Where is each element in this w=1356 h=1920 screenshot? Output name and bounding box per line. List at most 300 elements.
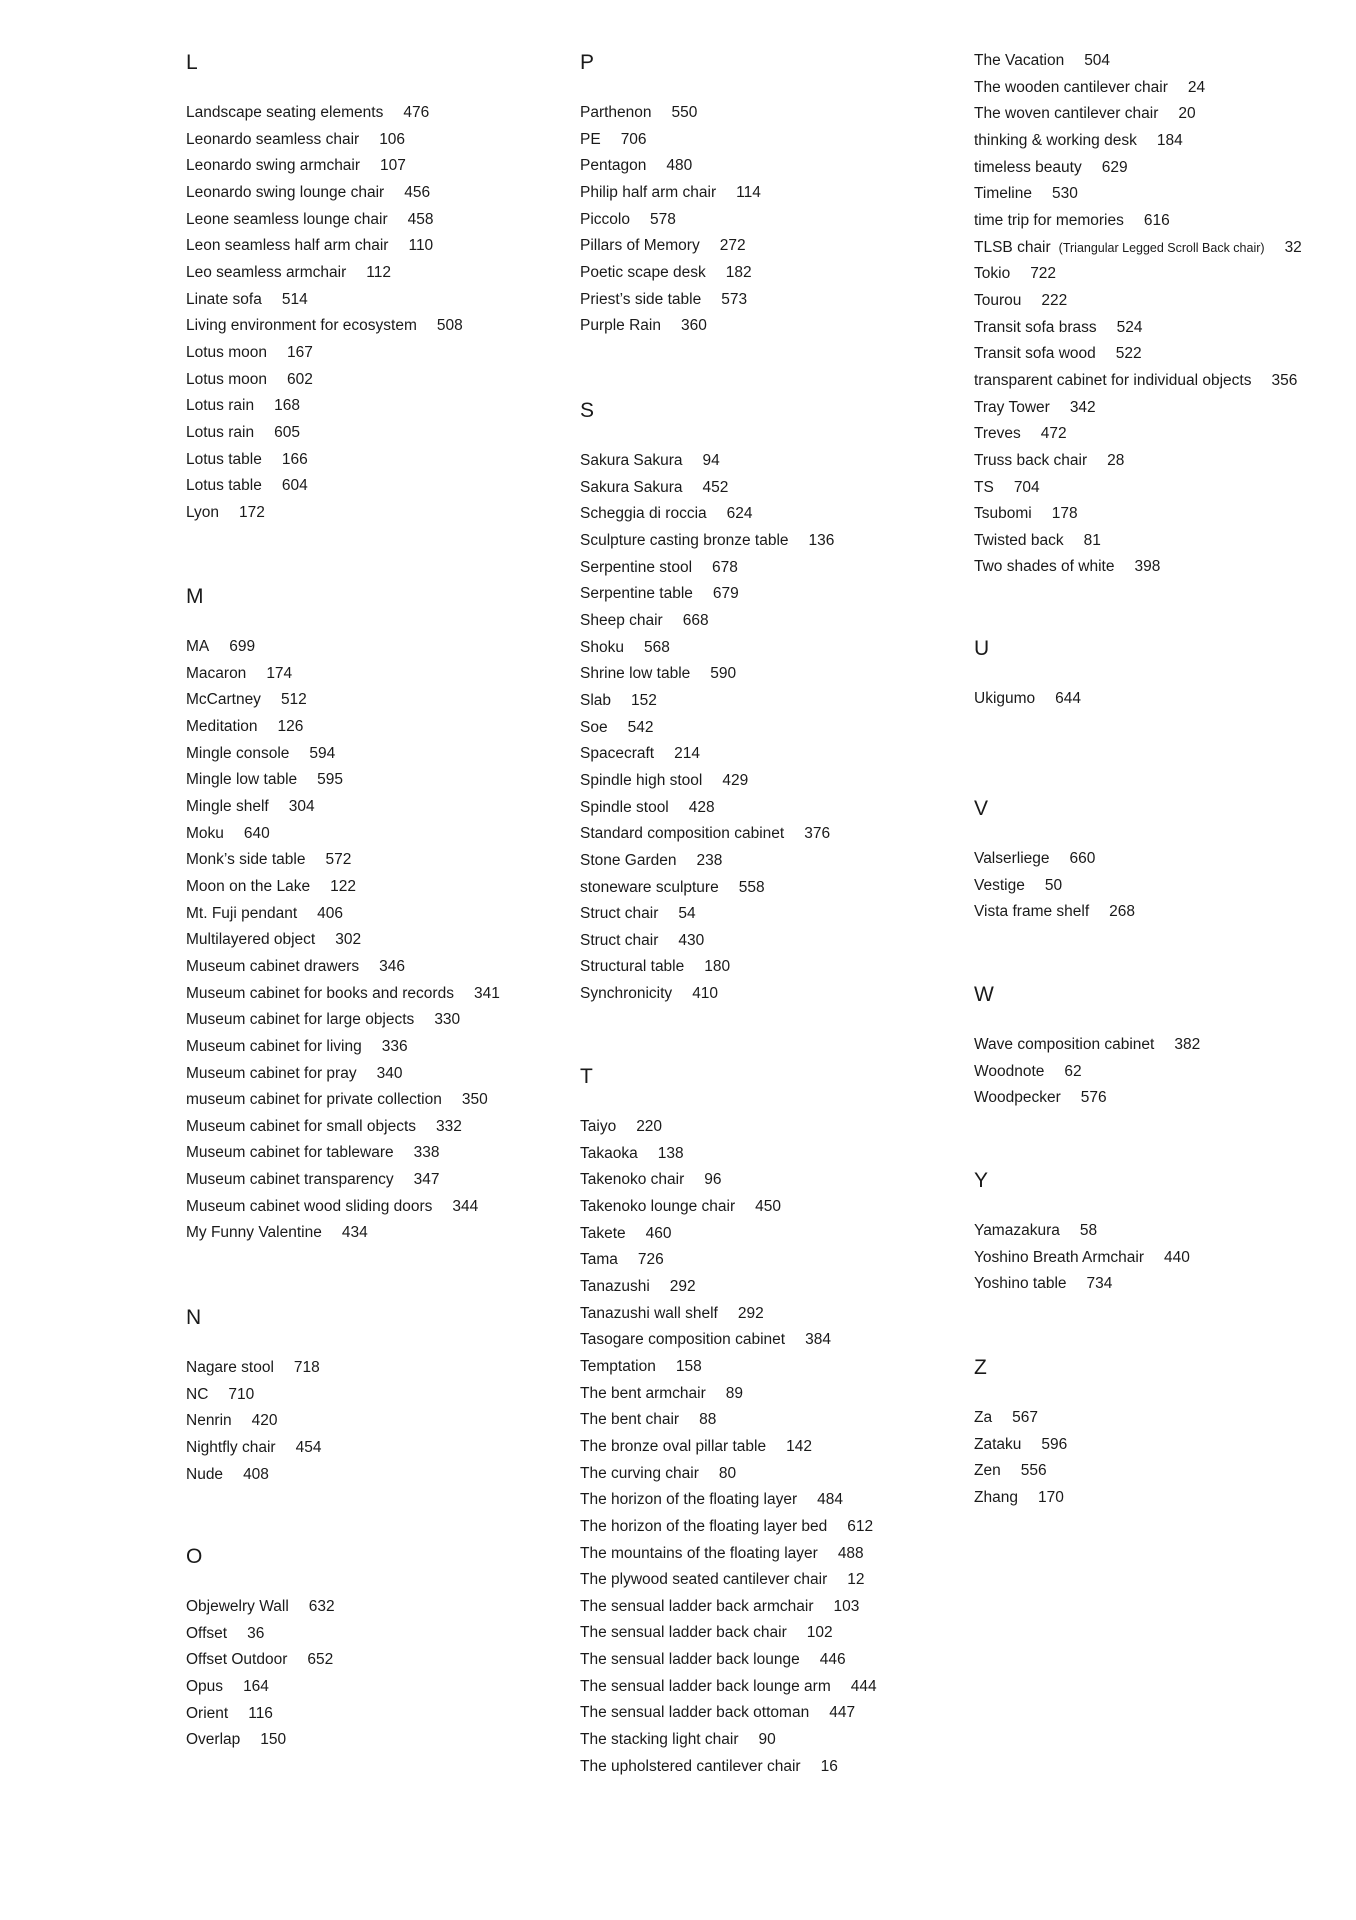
entry-name: Tama — [580, 1251, 618, 1269]
entry-page-number: 573 — [721, 290, 748, 308]
entry-list — [580, 1114, 877, 1780]
index-entry — [974, 554, 1302, 581]
index-entry — [186, 1382, 321, 1409]
index-entry — [974, 315, 1302, 342]
entry-name: Transit sofa wood — [974, 345, 1096, 363]
entry-page-number: 80 — [718, 1464, 737, 1482]
entry-page-number: 408 — [243, 1465, 269, 1483]
index-entry — [580, 313, 761, 340]
entry-list — [974, 1405, 1067, 1512]
entry-page-number: 54 — [678, 905, 696, 923]
entry-page-number: 304 — [288, 797, 315, 815]
entry-page-number: 62 — [1064, 1062, 1082, 1080]
entry-name: Nude — [186, 1465, 224, 1483]
entry-name: Lotus rain — [186, 397, 255, 415]
entry-page-number: 440 — [1164, 1248, 1190, 1266]
entry-name: Priest’s side table — [580, 290, 702, 308]
index-entry — [580, 1381, 877, 1408]
entry-name: Orient — [186, 1704, 229, 1722]
entry-name: Ukigumo — [974, 690, 1036, 707]
entry-page-number: 456 — [404, 183, 431, 201]
entry-page-number: 594 — [309, 744, 336, 762]
entry-name: Mt. Fuji pendant — [186, 904, 298, 922]
entry-page-number: 28 — [1107, 451, 1125, 469]
entry-page-number: 444 — [850, 1677, 877, 1695]
entry-page-number: 182 — [725, 263, 752, 281]
entry-page-number: 170 — [1037, 1488, 1064, 1506]
entry-page-number: 434 — [341, 1224, 368, 1242]
entry-page-number: 166 — [281, 450, 308, 468]
index-section — [974, 1168, 1190, 1298]
entry-name: timeless beauty — [974, 158, 1082, 176]
index-entry — [186, 1647, 335, 1674]
index-entry — [186, 847, 500, 874]
section-letter: P — [580, 51, 595, 74]
entry-page-number: 50 — [1044, 876, 1063, 894]
index-entry — [974, 1085, 1200, 1112]
index-entry — [186, 207, 463, 234]
index-entry — [186, 1408, 321, 1435]
entry-name: Objewelry Wall — [186, 1598, 289, 1615]
entry-page-number: 616 — [1143, 211, 1170, 229]
index-entry — [974, 686, 1081, 713]
entry-name: Mingle shelf — [186, 797, 269, 815]
index-entry — [974, 1218, 1190, 1245]
index-entry — [186, 1727, 335, 1754]
entry-page-number: 476 — [403, 104, 430, 121]
entry-page-number: 32 — [1284, 238, 1302, 256]
entry-page-number: 347 — [413, 1171, 440, 1189]
index-entry — [186, 180, 463, 207]
entry-page-number: 12 — [847, 1571, 865, 1589]
entry-page-number: 102 — [806, 1624, 833, 1642]
index-section — [580, 1064, 877, 1780]
index-entry — [974, 475, 1302, 502]
entry-name: Mingle console — [186, 744, 290, 762]
entry-page-number: 103 — [833, 1597, 860, 1615]
index-entry — [186, 1167, 500, 1194]
entry-page-number: 624 — [726, 505, 753, 523]
entry-name: Parthenon — [580, 104, 652, 121]
entry-page-number: 734 — [1086, 1275, 1113, 1293]
entry-page-number: 660 — [1069, 850, 1096, 867]
entry-name: Transit sofa brass — [974, 318, 1097, 336]
index-entry — [580, 1194, 877, 1221]
entry-name: Meditation — [186, 717, 258, 735]
entry-name: The sensual ladder back lounge — [580, 1651, 800, 1669]
entry-name: Two shades of white — [974, 558, 1115, 576]
entry-page-number: 522 — [1115, 345, 1142, 363]
index-entry — [186, 1220, 500, 1247]
entry-name: My Funny Valentine — [186, 1224, 322, 1242]
index-entry — [186, 794, 500, 821]
index-section — [186, 1544, 335, 1754]
entry-list — [580, 448, 834, 1008]
index-entry — [186, 313, 463, 340]
entry-name: Scheggia di roccia — [580, 505, 707, 523]
index-entry — [580, 1620, 877, 1647]
index-entry — [186, 927, 500, 954]
entry-page-number: 488 — [837, 1544, 864, 1562]
index-entry — [580, 528, 834, 555]
section-letter: S — [580, 399, 595, 422]
entry-name: Museum cabinet for pray — [186, 1064, 357, 1082]
entry-name: Leonardo swing armchair — [186, 157, 361, 175]
index-entry — [974, 395, 1302, 422]
index-entry — [580, 821, 834, 848]
index-entry — [186, 687, 500, 714]
entry-page-number: 142 — [786, 1437, 812, 1455]
entry-name: Leone seamless lounge chair — [186, 210, 388, 228]
entry-page-number: 472 — [1040, 425, 1067, 443]
entry-name: Piccolo — [580, 210, 630, 228]
entry-name: Shoku — [580, 638, 624, 656]
entry-page-number: 360 — [681, 317, 707, 335]
entry-name: Mingle low table — [186, 771, 298, 789]
index-entry — [974, 421, 1302, 448]
index-entry — [186, 500, 463, 527]
entry-page-number: 330 — [434, 1011, 461, 1029]
entry-page-number: 96 — [704, 1171, 722, 1189]
entry-name: Lyon — [186, 503, 220, 521]
index-entry — [580, 127, 761, 154]
index-entry — [186, 954, 500, 981]
entry-page-number: 524 — [1116, 318, 1143, 336]
index-entry — [580, 715, 834, 742]
index-entry — [580, 1327, 877, 1354]
entry-page-number: 220 — [636, 1118, 663, 1135]
index-entry — [974, 128, 1302, 155]
entry-name: TLSB chair — [974, 238, 1051, 256]
entry-name: Treves — [974, 425, 1021, 443]
entry-page-number: 406 — [317, 904, 344, 922]
index-entry — [580, 875, 834, 902]
entry-name: Offset Outdoor — [186, 1651, 288, 1669]
entry-name: Zen — [974, 1462, 1001, 1480]
entry-page-number: 180 — [704, 958, 731, 976]
index-entry — [186, 1435, 321, 1462]
index-entry — [580, 1434, 877, 1461]
entry-name: Leon seamless half arm chair — [186, 237, 389, 255]
entry-page-number: 428 — [688, 798, 715, 816]
entry-page-number: 508 — [436, 317, 463, 335]
index-entry — [186, 1034, 500, 1061]
index-entry — [580, 501, 834, 528]
entry-page-number: 58 — [1079, 1222, 1098, 1239]
entry-name: Serpentine stool — [580, 558, 693, 576]
entry-page-number: 447 — [829, 1704, 856, 1722]
entry-page-number: 458 — [407, 210, 434, 228]
index-entry — [580, 1407, 877, 1434]
entry-name: Museum cabinet for books and records — [186, 984, 454, 1002]
index-section — [580, 50, 761, 340]
index-entry — [186, 661, 500, 688]
index-section — [974, 1355, 1067, 1512]
index-entry — [974, 235, 1302, 262]
index-entry — [580, 768, 834, 795]
entry-page-number: 89 — [725, 1384, 744, 1402]
index-section — [580, 398, 834, 1008]
entry-name: Tsubomi — [974, 505, 1032, 523]
index-entry — [186, 1674, 335, 1701]
entry-name: Museum cabinet for tableware — [186, 1144, 394, 1162]
entry-page-number: 679 — [712, 585, 739, 603]
index-entry — [580, 1727, 877, 1754]
index-entry — [974, 75, 1302, 102]
entry-name: Stone Garden — [580, 851, 677, 869]
entry-page-number: 699 — [229, 638, 256, 655]
index-entry — [186, 260, 463, 287]
entry-name: Zataku — [974, 1435, 1022, 1453]
entry-name: The woven cantilever chair — [974, 105, 1159, 123]
index-entry — [974, 448, 1302, 475]
entry-name: Truss back chair — [974, 451, 1088, 469]
entry-name: The sensual ladder back ottoman — [580, 1704, 810, 1722]
entry-name: Living environment for ecosystem — [186, 317, 417, 335]
entry-page-number: 338 — [413, 1144, 440, 1162]
index-entry — [580, 1141, 877, 1168]
entry-page-number: 604 — [281, 477, 308, 495]
index-entry — [580, 1674, 877, 1701]
entry-page-number: 341 — [473, 984, 500, 1002]
entry-page-number: 542 — [627, 718, 654, 736]
index-entry — [974, 1245, 1190, 1272]
index-entry — [186, 1462, 321, 1489]
entry-name: Sheep chair — [580, 611, 663, 629]
index-entry — [580, 448, 834, 475]
entry-name: Zhang — [974, 1488, 1018, 1506]
index-entry — [580, 928, 834, 955]
entry-page-number: 346 — [379, 957, 406, 975]
entry-name: Spindle high stool — [580, 771, 703, 789]
entry-name: thinking & working desk — [974, 131, 1137, 149]
entry-name: Opus — [186, 1677, 224, 1695]
index-entry — [580, 608, 834, 635]
entry-name: Yoshino Breath Armchair — [974, 1248, 1145, 1266]
entry-page-number: 36 — [247, 1624, 265, 1642]
entry-name: Spindle stool — [580, 798, 669, 816]
entry-page-number: 722 — [1030, 265, 1057, 283]
index-entry — [974, 899, 1135, 926]
entry-name: Poetic scape desk — [580, 263, 706, 281]
index-entry — [580, 1167, 877, 1194]
entry-name: Pentagon — [580, 157, 647, 175]
entry-page-number: 718 — [293, 1359, 320, 1376]
entry-name: Sakura Sakura — [580, 478, 683, 496]
index-entry — [974, 368, 1302, 395]
entry-name: MA — [186, 638, 210, 655]
index-entry — [186, 420, 463, 447]
entry-name: Multilayered object — [186, 931, 316, 949]
entry-name: Macaron — [186, 664, 247, 682]
entry-page-number: 292 — [737, 1304, 764, 1322]
entry-name: The wooden cantilever chair — [974, 78, 1168, 96]
entry-name: The bronze oval pillar table — [580, 1437, 767, 1455]
index-entry — [580, 1541, 877, 1568]
entry-name: Takaoka — [580, 1144, 638, 1162]
section-letter: Y — [974, 1169, 989, 1192]
entry-page-number: 429 — [722, 771, 749, 789]
entry-page-number: 114 — [736, 183, 761, 201]
index-entry — [186, 634, 500, 661]
entry-note: (Triangular Legged Scroll Back chair) — [1058, 240, 1265, 255]
entry-name: Valserliege — [974, 850, 1050, 867]
index-entry — [580, 688, 834, 715]
entry-name: Purple Rain — [580, 317, 661, 335]
entry-name: The Vacation — [974, 52, 1065, 69]
entry-page-number: 652 — [307, 1651, 334, 1669]
entry-page-number: 178 — [1051, 505, 1078, 523]
entry-page-number: 292 — [669, 1277, 696, 1295]
index-entry — [186, 1114, 500, 1141]
index-entry — [186, 473, 463, 500]
index-entry — [580, 1301, 877, 1328]
entry-name: The bent chair — [580, 1411, 680, 1429]
entry-name: McCartney — [186, 691, 261, 709]
index-entry — [580, 1354, 877, 1381]
section-letter: T — [580, 1065, 593, 1088]
entry-name: Synchronicity — [580, 985, 673, 1003]
entry-page-number: 268 — [1109, 903, 1136, 921]
index-entry — [580, 635, 834, 662]
index-entry — [580, 1461, 877, 1488]
index-entry — [580, 1647, 877, 1674]
entry-name: museum cabinet for private collection — [186, 1091, 442, 1109]
entry-name: Soe — [580, 718, 608, 736]
index-entry — [974, 1271, 1190, 1298]
index-entry — [580, 848, 834, 875]
entry-page-number: 112 — [366, 263, 391, 281]
index-entry — [580, 475, 834, 502]
entry-name: The stacking light chair — [580, 1731, 739, 1749]
index-entry — [580, 901, 834, 928]
entry-page-number: 514 — [281, 290, 308, 308]
entry-page-number: 632 — [308, 1598, 335, 1615]
index-entry — [580, 1247, 877, 1274]
index-entry — [974, 261, 1302, 288]
entry-page-number: 107 — [380, 157, 406, 175]
entry-name: Timeline — [974, 185, 1032, 203]
index-entry — [974, 48, 1302, 75]
entry-page-number: 138 — [657, 1144, 684, 1162]
section-letter: Z — [974, 1356, 987, 1379]
entry-page-number: 710 — [228, 1385, 255, 1403]
entry-page-number: 556 — [1020, 1462, 1047, 1480]
entry-page-number: 238 — [696, 851, 723, 869]
entry-page-number: 384 — [805, 1331, 831, 1349]
entry-name: Tourou — [974, 291, 1022, 309]
index-entry — [974, 1059, 1200, 1086]
entry-page-number: 272 — [719, 237, 746, 255]
entry-page-number: 340 — [376, 1064, 403, 1082]
index-entry — [974, 846, 1135, 873]
entry-name: The sensual ladder back armchair — [580, 1597, 814, 1615]
entry-name: Spacecraft — [580, 745, 655, 763]
entry-page-number: 726 — [637, 1251, 664, 1269]
entry-name: The bent armchair — [580, 1384, 706, 1402]
section-letter: O — [186, 1545, 203, 1568]
index-entry — [580, 741, 834, 768]
entry-page-number: 420 — [251, 1412, 278, 1430]
entry-name: Struct chair — [580, 905, 659, 923]
entry-name: The curving chair — [580, 1464, 699, 1482]
entry-page-number: 590 — [710, 665, 737, 683]
entry-page-number: 558 — [738, 878, 765, 896]
entry-name: Museum cabinet for living — [186, 1037, 362, 1055]
index-entry — [974, 1405, 1067, 1432]
entry-name: Shrine low table — [580, 665, 691, 683]
entry-name: Structural table — [580, 958, 685, 976]
entry-page-number: 90 — [758, 1731, 776, 1749]
index-entry — [580, 795, 834, 822]
entry-name: The horizon of the floating layer — [580, 1491, 798, 1509]
index-entry — [974, 1032, 1200, 1059]
entry-page-number: 567 — [1012, 1409, 1038, 1426]
entry-page-number: 678 — [712, 558, 738, 576]
index-entry — [580, 661, 834, 688]
entry-page-number: 158 — [675, 1357, 702, 1375]
entry-page-number: 184 — [1156, 131, 1183, 149]
index-entry — [186, 367, 463, 394]
index-entry — [580, 1700, 877, 1727]
index-entry — [186, 393, 463, 420]
entry-page-number: 668 — [682, 611, 709, 629]
entry-list — [974, 48, 1302, 581]
entry-page-number: 504 — [1084, 52, 1111, 69]
entry-name: Tray Tower — [974, 398, 1050, 416]
index-entry — [580, 207, 761, 234]
entry-name: Pillars of Memory — [580, 237, 700, 255]
entry-page-number: 602 — [287, 370, 313, 388]
index-entry — [580, 287, 761, 314]
entry-name: Monk’s side table — [186, 851, 306, 869]
entry-name: Lotus table — [186, 477, 262, 495]
entry-page-number: 572 — [325, 851, 352, 869]
index-entry — [580, 180, 761, 207]
index-entry — [186, 821, 500, 848]
index-entry — [186, 127, 463, 154]
entry-name: Yoshino table — [974, 1275, 1067, 1293]
index-entry — [580, 1567, 877, 1594]
entry-list — [974, 846, 1135, 926]
entry-name: Moku — [186, 824, 224, 842]
section-letter: N — [186, 1306, 202, 1329]
entry-name: time trip for memories — [974, 211, 1124, 229]
entry-list — [974, 1032, 1200, 1112]
entry-list — [580, 100, 761, 340]
index-entry — [580, 1274, 877, 1301]
index-entry — [186, 100, 463, 127]
entry-name: The mountains of the floating layer — [580, 1544, 818, 1562]
index-entry — [580, 1594, 877, 1621]
entry-name: Museum cabinet for small objects — [186, 1117, 417, 1135]
entry-page-number: 168 — [274, 397, 300, 415]
index-entry — [974, 873, 1135, 900]
entry-name: Museum cabinet wood sliding doors — [186, 1197, 433, 1215]
entry-page-number: 629 — [1101, 158, 1128, 176]
entry-list — [186, 100, 463, 527]
index-entry — [974, 1458, 1067, 1485]
entry-page-number: 612 — [847, 1517, 874, 1535]
entry-name: Tasogare composition cabinet — [580, 1331, 786, 1349]
entry-page-number: 640 — [243, 824, 270, 842]
index-entry — [580, 1221, 877, 1248]
entry-name: Tanazushi wall shelf — [580, 1304, 718, 1322]
index-entry — [974, 155, 1302, 182]
entry-name: Lotus moon — [186, 343, 267, 361]
entry-name: Linate sofa — [186, 290, 262, 308]
index-section — [974, 796, 1135, 926]
